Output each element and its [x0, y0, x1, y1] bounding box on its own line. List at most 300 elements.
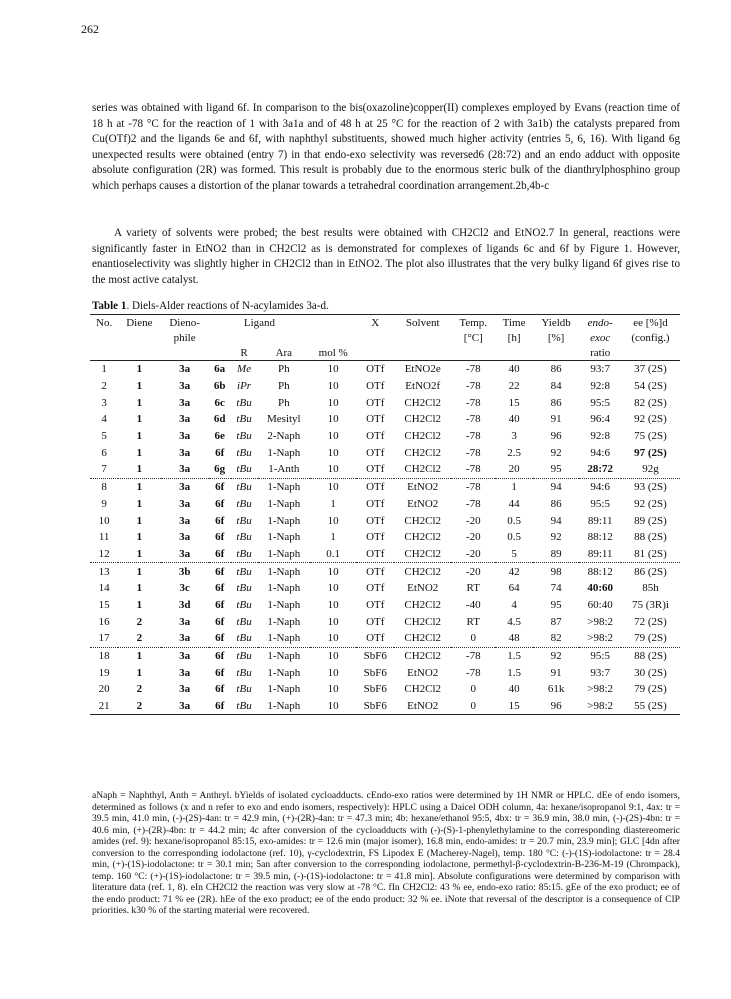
- table-cell-mol: 10: [327, 632, 339, 645]
- table-cell-r: tBu: [236, 396, 252, 409]
- table-row: [90, 378, 680, 395]
- table-cell-dp: 3b: [161, 563, 209, 580]
- table-cell-solv: EtNO2f: [405, 380, 441, 393]
- table-cell-no: 18: [90, 647, 118, 664]
- table-cell-lig: 6f: [215, 497, 225, 510]
- table-row: [90, 580, 680, 597]
- table-cell-no: 21: [90, 698, 118, 715]
- table-cell-r: tBu: [236, 632, 252, 645]
- table-cell-ee: 86 (2S): [621, 563, 680, 580]
- table-cell-no: 16: [98, 615, 110, 628]
- table-cell-time: 5: [511, 547, 517, 560]
- table-cell-ee: 75 (2S): [634, 430, 667, 443]
- table-cell-ratio: 95:5: [579, 647, 621, 664]
- table-cell-yield: 94: [533, 478, 580, 495]
- table-cell-mol: 1: [330, 531, 336, 544]
- table-cell-time: 4.5: [507, 615, 521, 628]
- table-cell-diene: 2: [118, 698, 160, 715]
- table-cell-x: OTf: [366, 430, 385, 443]
- table-cell-r: tBu: [236, 547, 252, 560]
- header-yield: Yieldb: [533, 315, 580, 331]
- table-cell-solv: CH2Cl2: [404, 396, 442, 409]
- table-cell-mol: 10: [310, 698, 356, 715]
- table-cell-solv: CH2Cl2: [404, 683, 442, 696]
- table-cell-yield: 94: [550, 514, 562, 527]
- table-row: [90, 444, 680, 461]
- table-cell-mol: 10: [327, 514, 339, 527]
- table-cell-lig: 6f: [209, 647, 231, 664]
- table-cell-lig: 6f: [215, 598, 225, 611]
- table-cell-yield: 95: [550, 598, 562, 611]
- table-cell-ar: 2-Naph: [267, 430, 301, 443]
- table-caption-label: Table 1: [92, 300, 127, 312]
- table-cell-yield: 96: [550, 430, 562, 443]
- table-cell-x: OTf: [366, 598, 385, 611]
- table-cell-yield: 87: [550, 615, 562, 628]
- table-cell-diene: 1: [136, 380, 143, 393]
- table-cell-ar: 1-Naph: [267, 683, 301, 696]
- table-cell-dp: 3a: [161, 698, 209, 715]
- table-cell-lig: 6f: [209, 698, 231, 715]
- table-cell-temp: -78: [465, 363, 481, 376]
- table-cell-dp: 3a: [179, 615, 191, 628]
- table-cell-time: 2.5: [507, 446, 521, 459]
- table-cell-temp: -78: [451, 478, 495, 495]
- table-cell-solv: EtNO2: [394, 478, 451, 495]
- table-cell-time: 1.5: [507, 666, 521, 679]
- table-cell-ee: 85h: [642, 582, 659, 595]
- table-cell-r: tBu: [231, 698, 258, 715]
- table-cell-yield: 89: [550, 547, 562, 560]
- table-cell-ee: 93 (2S): [621, 478, 680, 495]
- table-cell-diene: 1: [118, 563, 160, 580]
- table-cell-lig: 6f: [215, 683, 225, 696]
- table-cell-no: 8: [90, 478, 118, 495]
- table-cell-no: 12: [98, 547, 110, 560]
- table-cell-temp: 0: [470, 632, 476, 645]
- table-cell-no: 6: [101, 446, 107, 459]
- table-cell-temp: -20: [465, 514, 481, 527]
- table-cell-lig: 6f: [215, 582, 225, 595]
- table-cell-mol: 10: [310, 647, 356, 664]
- table-cell-diene: 1: [136, 531, 143, 544]
- table-cell-ar: 1-Naph: [267, 615, 301, 628]
- table-cell-yield: 95: [550, 463, 562, 476]
- header-temp-unit: [°C]: [463, 331, 483, 344]
- table-cell-mol: 10: [327, 463, 339, 476]
- table-cell-mol: 10: [327, 413, 339, 426]
- table-cell-r: tBu: [236, 413, 252, 426]
- table-cell-temp: -78: [465, 446, 481, 459]
- table-cell-ee: 72 (2S): [634, 615, 667, 628]
- table-cell-time: 1: [495, 478, 532, 495]
- table-cell-dp: 3a: [179, 430, 191, 443]
- table-cell-ar: 1-Naph: [267, 446, 301, 459]
- table-cell-ee: 97 (2S): [634, 446, 667, 459]
- table-cell-lig: 6f: [215, 547, 225, 560]
- table-cell-ee: 81 (2S): [634, 547, 667, 560]
- table-cell-temp: RT: [466, 615, 480, 628]
- table-cell-dp: 3a: [179, 666, 191, 679]
- header-ratio: exoc: [590, 331, 611, 344]
- table-cell-time: 3: [511, 430, 517, 443]
- table-cell-solv: CH2Cl2: [404, 615, 442, 628]
- table-row: [90, 597, 680, 614]
- table-cell-ratio: 88:12: [587, 531, 613, 544]
- table-cell-diene: 2: [136, 615, 143, 628]
- table-cell-r: tBu: [236, 446, 252, 459]
- table-cell-diene: 1: [118, 647, 160, 664]
- table-cell-diene: 2: [136, 683, 143, 696]
- table-cell-lig: 6f: [215, 615, 225, 628]
- table-cell-dp: 3a: [161, 647, 209, 664]
- table-row: [90, 512, 680, 529]
- table-cell-ee: 88 (2S): [634, 531, 667, 544]
- table-cell-diene: 1: [136, 598, 143, 611]
- table-cell-no: 14: [98, 582, 110, 595]
- table-cell-yield: 61k: [547, 683, 565, 696]
- table-cell-diene: 1: [118, 478, 160, 495]
- table-cell-no: 15: [98, 598, 110, 611]
- table-header-row: [90, 345, 680, 361]
- results-table: [90, 314, 680, 715]
- table-cell-mol: 10: [327, 666, 339, 679]
- table-cell-solv: CH2Cl2: [404, 598, 442, 611]
- table-cell-lig: 6f: [209, 563, 231, 580]
- table-cell-x: OTf: [366, 514, 385, 527]
- table-caption: [92, 300, 329, 312]
- table-cell-yield: 86: [550, 363, 562, 376]
- table-cell-temp: -78: [465, 463, 481, 476]
- table-cell-dp: 3a: [179, 497, 191, 510]
- table-cell-r: tBu: [236, 531, 252, 544]
- table-cell-lig: 6e: [214, 430, 225, 443]
- header-x: X: [356, 315, 394, 331]
- table-cell-x: OTf: [366, 396, 385, 409]
- table-cell-solv: CH2Cl2: [394, 563, 451, 580]
- table-cell-solv: EtNO2: [407, 582, 439, 595]
- table-cell-time: 42: [495, 563, 532, 580]
- table-cell-ee: 82 (2S): [634, 396, 667, 409]
- table-cell-ratio: 88:12: [579, 563, 621, 580]
- table-cell-x: OTf: [366, 413, 385, 426]
- table-cell-time: 40: [508, 683, 520, 696]
- table-cell-mol: 10: [327, 683, 339, 696]
- table-cell-temp: RT: [466, 582, 480, 595]
- table-cell-lig: 6f: [215, 514, 225, 527]
- table-cell-yield: 84: [550, 380, 562, 393]
- table-row: [90, 461, 680, 478]
- table-cell-no: 7: [101, 463, 107, 476]
- table-cell-x: SbF6: [356, 698, 394, 715]
- table-cell-yield: 96: [533, 698, 580, 715]
- table-cell-solv: CH2Cl2: [404, 430, 442, 443]
- table-row: [90, 681, 680, 698]
- table-cell-r: Me: [237, 363, 252, 376]
- table-cell-mol: 10: [327, 598, 339, 611]
- table-cell-ratio: >98:2: [579, 698, 621, 715]
- table-cell-ar: 1-Naph: [258, 478, 311, 495]
- table-cell-ratio: >98:2: [587, 632, 614, 645]
- table-cell-time: 15: [495, 698, 532, 715]
- table-cell-no: 19: [98, 666, 110, 679]
- header-ratio: endo-: [579, 315, 621, 331]
- table-cell-lig: 6f: [209, 478, 231, 495]
- table-cell-ee: 55 (2S): [621, 698, 680, 715]
- table-cell-x: OTf: [366, 531, 385, 544]
- header-time: Time: [495, 315, 532, 331]
- table-cell-no: 11: [98, 531, 110, 544]
- table-cell-r: tBu: [231, 478, 258, 495]
- table-cell-no: 9: [101, 497, 107, 510]
- table-cell-dp: 3a: [179, 547, 191, 560]
- table-cell-diene: 1: [136, 430, 143, 443]
- table-cell-ee: 54 (2S): [634, 380, 667, 393]
- table-cell-solv: EtNO2: [407, 666, 439, 679]
- header-ar: Ara: [258, 345, 311, 361]
- table-cell-x: OTf: [366, 463, 385, 476]
- table-cell-dp: 3a: [179, 632, 191, 645]
- table-cell-ratio: 94:6: [590, 446, 610, 459]
- table-cell-diene: 1: [136, 396, 143, 409]
- table-cell-no: 3: [101, 396, 107, 409]
- table-cell-time: 0.5: [507, 514, 521, 527]
- table-cell-time: 1.5: [495, 647, 532, 664]
- table-row: [90, 613, 680, 630]
- table-cell-lig: 6a: [214, 363, 226, 376]
- table-cell-time: 4: [511, 598, 517, 611]
- table-cell-lig: 6f: [215, 666, 225, 679]
- header-no: No.: [90, 315, 118, 331]
- table-cell-solv: CH2Cl2: [394, 647, 451, 664]
- table-row: [90, 647, 680, 664]
- table-cell-x: OTf: [366, 380, 385, 393]
- table-cell-time: 64: [508, 582, 520, 595]
- table-cell-no: 13: [90, 563, 118, 580]
- table-cell-solv: CH2Cl2: [404, 463, 442, 476]
- table-cell-dp: 3c: [179, 582, 190, 595]
- table-cell-solv: EtNO2: [407, 497, 439, 510]
- table-cell-diene: 2: [136, 632, 143, 645]
- table-cell-diene: 1: [136, 446, 143, 459]
- table-cell-yield: 86: [550, 497, 562, 510]
- table-cell-solv: EtNO2e: [404, 363, 441, 376]
- table-cell-x: OTf: [366, 363, 385, 376]
- table-cell-yield: 98: [533, 563, 580, 580]
- table-cell-lig: 6b: [213, 380, 226, 393]
- table-cell-ratio: 89:11: [587, 547, 613, 560]
- table-cell-ar: 1-Naph: [267, 598, 301, 611]
- table-cell-ar: 1-Naph: [267, 531, 301, 544]
- table-cell-x: SbF6: [363, 666, 387, 679]
- table-cell-yield: 92: [533, 647, 580, 664]
- table-cell-r: tBu: [236, 514, 252, 527]
- table-cell-diene: 1: [136, 514, 143, 527]
- table-cell-ar: Mesityl: [267, 413, 301, 426]
- table-cell-ratio: 94:6: [579, 478, 621, 495]
- table-cell-r: tBu: [231, 647, 258, 664]
- table-cell-x: SbF6: [363, 683, 387, 696]
- table-cell-ee: 88 (2S): [621, 647, 680, 664]
- table-cell-mol: 10: [310, 563, 356, 580]
- table-cell-mol: 0.1: [326, 547, 341, 560]
- table-cell-temp: -20: [451, 563, 495, 580]
- header-solvent: Solvent: [394, 315, 451, 331]
- table-cell-ratio: 28:72: [587, 463, 614, 476]
- table-cell-r: tBu: [236, 615, 252, 628]
- table-cell-dp: 3a: [179, 413, 191, 426]
- table-cell-time: 40: [508, 413, 520, 426]
- table-cell-ar: 1-Naph: [267, 582, 301, 595]
- table-row: [90, 496, 680, 513]
- table-cell-mol: 10: [327, 446, 339, 459]
- table-cell-diene: 1: [136, 666, 143, 679]
- table-cell-ratio: 96:4: [590, 413, 610, 426]
- body-paragraph-1: series was obtained with ligand 6f. In comparison to the bis(oxazoline)copper(II) complexes employed by Evans (reaction time of 18 h at -78 °C for the reaction of 1 with 3a1a and of 48 h at 25 °C for the reaction of 2 with 3a1b) the catalysts prepared from Cu(OTf)2 and the ligands 6e and 6f, with naphthyl substituents, showed much higher activity (entries 5, 6, 16). With ligand 6g unexpected results were obtained (entry 7) in that endo-exo selectivity was reversed6 (28:72) and an endo adduct with opposite absolute configuration (2R) was formed. This result is probably due to the enormous steric bulk of the dianthrylphosphino group which perhaps causes a distortion of the planar towards a tetrahedral coordination arrangement.2b,4b-c: [92, 102, 680, 192]
- table-cell-ratio: 95:5: [590, 497, 610, 510]
- table-cell-mol: 1: [330, 497, 336, 510]
- table-cell-ratio: 92:8: [590, 430, 610, 443]
- table-cell-mol: 10: [327, 582, 339, 595]
- table-cell-dp: 3a: [179, 363, 191, 376]
- table-cell-ar: 1-Naph: [258, 647, 311, 664]
- table-cell-ee: 92g: [642, 463, 659, 476]
- table-row: [90, 411, 680, 428]
- table-cell-diene: 1: [136, 582, 143, 595]
- table-cell-mol: 10: [310, 478, 356, 495]
- table-cell-x: OTf: [366, 446, 385, 459]
- table-cell-x: SbF6: [356, 647, 394, 664]
- table-cell-time: 40: [508, 363, 520, 376]
- table-row: [90, 563, 680, 580]
- header-temp: Temp.: [451, 315, 495, 331]
- table-cell-ratio: 95:5: [590, 396, 610, 409]
- table-cell-ee: 75 (3R)i: [631, 598, 669, 611]
- table-cell-time: 15: [508, 396, 520, 409]
- table-cell-yield: 86: [550, 396, 562, 409]
- table-cell-ar: 1-Naph: [267, 666, 301, 679]
- table-cell-ee: 79 (2S): [634, 632, 667, 645]
- table-cell-temp: -20: [465, 547, 481, 560]
- table-cell-ar: 1-Naph: [267, 514, 301, 527]
- table-cell-r: tBu: [236, 683, 252, 696]
- table-cell-no: 20: [98, 683, 110, 696]
- table-row: [90, 428, 680, 445]
- table-cell-diene: 1: [136, 463, 143, 476]
- header-ligand: Ligand: [209, 315, 310, 331]
- table-cell-ratio: 40:60: [587, 582, 614, 595]
- table-cell-x: OTf: [366, 582, 385, 595]
- table-row: [90, 361, 680, 378]
- table-cell-dp: 3a: [179, 683, 191, 696]
- header-r: R: [231, 345, 258, 361]
- table-cell-ar: 1-Naph: [267, 632, 301, 645]
- table-cell-r: tBu: [236, 598, 252, 611]
- table-cell-ar: 1-Naph: [258, 698, 311, 715]
- table-cell-lig: 6f: [215, 632, 225, 645]
- table-cell-ratio: 93:7: [590, 666, 610, 679]
- table-cell-r: tBu: [236, 463, 252, 476]
- table-cell-yield: 91: [550, 413, 562, 426]
- table-cell-ee: 30 (2S): [634, 666, 667, 679]
- table-cell-temp: -40: [465, 598, 481, 611]
- table-cell-dp: 3a: [179, 531, 191, 544]
- table-footnotes: aNaph = Naphthyl, Anth = Anthryl. bYields of isolated cycloadducts. cEndo-exo ratios were determined by 1H NMR or HPLC. dEe of endo isomers, determined as follows (x and n refer to exo and endo isomers, respectively): HPLC using a Daicel ODH column, 4a: hexane/isopropanol 9:1, 4ax: tr = 39.5 min, 41.0 min, (-)-(2S)-4an: tr = 42.9 min, (+)-(2R)-4an: tr = 47.3 min; 4b: hexane/ethanol 95:5, 4bx: tr = 36.9 min, 38.0 min, (-)-(2S)-4bn: tr = 40.6 min, (+)-(2R)-4bn: tr = 44.2 min; 4c after conversion of the cycloadducts with (-)-(S)-1-phenylethylamine to the corresponding diastereomeric amides (ref. 9): hexane/isopropanol 85:15, exo-amides: tr = 12.6 min (major isomer), 16.8 min, endo-amides: tr = 20.7 min, 23.9 min]; GLC [4dn after conversion to the corresponding iodolactone (ref. 10), γ-cyclodextrin, FS Lipodex E (Macherey-Nagel), temp. 180 °C: (-)-(1S)-iodolactone: tr = 28.4 min, (+)-(1S)-iodolactone: tr = 30.1 min; 5an after conversion to the corresponding iodolactone, permethyl-β-cyclodextrin-B-236-M-19 (Chrompack), temp. 160 °C: (+)-(1S)-iodolactone: tr = 39.5 min, (-)-(1S)-iodolactone: tr = 41.8 min]. Absolute configurations were determined by comparison with literature data (ref. 1, 8). eIn CH2Cl2 the reaction was very slow at -78 °C. fIn CH2Cl2: 43 % ee, endo-exo ratio: 85:15. gEe of the exo product; ee of the endo product: 71 % ee (2R). hEe of the exo product; ee of the endo product: 32 % ee. iNote that reversal of the descriptor is a consequence of CIP priorities. k30 % of the starting material were recovered.: [92, 790, 680, 916]
- table-cell-x: OTf: [366, 497, 385, 510]
- table-cell-lig: 6g: [214, 463, 226, 476]
- table-cell-yield: 91: [550, 666, 562, 679]
- table-cell-solv: CH2Cl2: [404, 514, 442, 527]
- table-cell-ee: 37 (2S): [634, 363, 667, 376]
- table-cell-yield: 92: [550, 531, 562, 544]
- table-cell-solv: EtNO2: [394, 698, 451, 715]
- table-cell-dp: 3a: [161, 478, 209, 495]
- table-row: [90, 394, 680, 411]
- header-yield-unit: [%]: [547, 331, 565, 344]
- header-dienophile: phile: [173, 331, 196, 344]
- table-cell-dp: 3d: [178, 598, 191, 611]
- table-cell-ee: 89 (2S): [634, 514, 667, 527]
- table-cell-time: 48: [508, 632, 520, 645]
- table-cell-diene: 1: [136, 547, 143, 560]
- table-cell-temp: -78: [465, 380, 481, 393]
- table-cell-solv: CH2Cl2: [404, 413, 442, 426]
- table-cell-solv: CH2Cl2: [404, 446, 442, 459]
- table-cell-mol: 10: [327, 363, 339, 376]
- header-ee: ee [%]d: [621, 315, 680, 331]
- table-cell-dp: 3a: [179, 463, 191, 476]
- table-cell-ee: 92 (2S): [634, 497, 667, 510]
- table-cell-r: tBu: [236, 430, 252, 443]
- table-cell-diene: 1: [136, 363, 143, 376]
- table-cell-mol: 10: [327, 380, 339, 393]
- table-cell-ratio: 92:8: [590, 380, 610, 393]
- table-cell-temp: -78: [465, 430, 481, 443]
- table-cell-temp: -78: [465, 497, 481, 510]
- table-cell-no: 10: [98, 514, 110, 527]
- table-header-row: [90, 330, 680, 345]
- table-cell-diene: 1: [136, 497, 143, 510]
- header-diene: Diene: [118, 315, 160, 331]
- table-row: [90, 664, 680, 681]
- table-cell-x: OTf: [366, 547, 385, 560]
- table-cell-solv: CH2Cl2: [404, 547, 442, 560]
- table-cell-dp: 3a: [179, 396, 191, 409]
- table-cell-ar: Ph: [278, 380, 290, 393]
- table-cell-dp: 3a: [179, 514, 191, 527]
- table-cell-r: tBu: [236, 666, 252, 679]
- table-cell-yield: 82: [550, 632, 562, 645]
- table-cell-no: 1: [101, 363, 107, 376]
- table-cell-time: 44: [508, 497, 520, 510]
- table-cell-lig: 6c: [214, 396, 225, 409]
- table-cell-yield: 74: [550, 582, 562, 595]
- table-cell-mol: 10: [327, 615, 339, 628]
- table-cell-time: 22: [508, 380, 520, 393]
- table-cell-ar: 1-Naph: [258, 563, 311, 580]
- table-cell-temp: 0: [451, 698, 495, 715]
- table-cell-r: tBu: [236, 582, 252, 595]
- table-caption-text: . Diels-Alder reactions of N-acylamides 3a-d.: [126, 300, 329, 312]
- table-cell-solv: CH2Cl2: [404, 632, 442, 645]
- table-cell-ratio: >98:2: [587, 683, 614, 696]
- header-time-unit: [h]: [507, 331, 521, 344]
- table-cell-time: 20: [508, 463, 520, 476]
- table-cell-ar: Ph: [278, 396, 290, 409]
- table-cell-no: 2: [101, 380, 107, 393]
- table-cell-yield: 92: [550, 446, 562, 459]
- table-cell-lig: 6d: [213, 413, 226, 426]
